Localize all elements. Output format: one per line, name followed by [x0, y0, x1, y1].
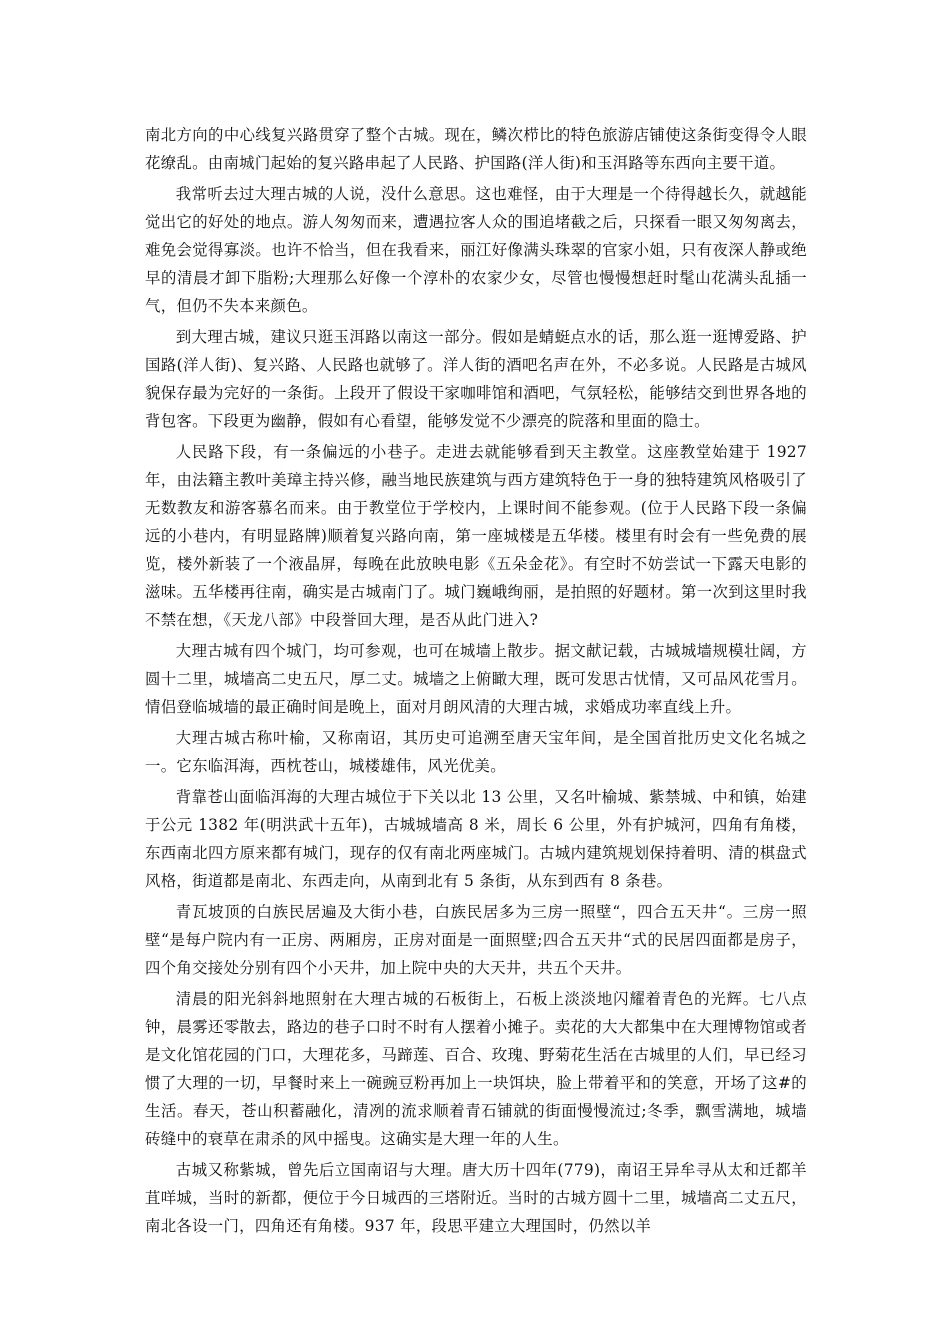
paragraph-10: 古城又称紫城，曾先后立国南诏与大理。唐大历十四年(779)，南诏王异牟寻从太和迁都羊苴咩城，当时的新都，便位于今日城西的三塔附近。当时的古城方圆十二里，城墙高二丈五尺，南北各设一门，四角还有角楼。937 年，段思平建立大理国时，仍然以羊 [145, 1161, 807, 1235]
paragraph-5: 大理古城有四个城门，均可参观，也可在城墙上散步。据文献记载，古城城墙规模壮阔，方圆十二里，城墙高二史五尺，厚二丈。城墙之上俯瞰大理，既可发思古忧情，又可品风花雪月。情侣登临城墙的最正确时间是晚上，面对月朗风清的大理古城，求婚成功率直线上升。 [145, 642, 807, 716]
paragraph-3: 到大理古城，建议只逛玉洱路以南这一部分。假如是蜻蜓点水的话，那么逛一逛博爱路、护国路(洋人街)、复兴路、人民路也就够了。洋人街的酒吧名声在外，不必多说。人民路是古城风貌保存最为完好的一条街。上段开了假设干家咖啡馆和酒吧，气氛轻松，能够结交到世界各地的背包客。下段更为幽静，假如有心看望，能够发觉不少漂亮的院落和里面的隐士。 [145, 328, 807, 430]
paragraph-4: 人民路下段，有一条偏远的小巷子。走进去就能够看到天主教堂。这座教堂始建于 1927 年，由法籍主教叶美璋主持兴修，融当地民族建筑与西方建筑特色于一身的独特建筑风格吸引了无数教友和游客慕名而来。由于教堂位于学校内，上课时间不能参观。(位于人民路下段一条偏远的小巷内，有明显路牌)顺着复兴路向南，第一座城楼是五华楼。楼里有时会有一些免费的展览，楼外新装了一个液晶屏，每晚在此放映电影《五朵金花》。有空时不妨尝试一下露天电影的滋味。五华楼再往南，确实是古城南门了。城门巍峨绚丽，是拍照的好题材。第一次到这里时我不禁在想，《天龙八部》中段誉回大理，是否从此门进入? [145, 443, 807, 629]
paragraph-9: 清晨的阳光斜斜地照射在大理古城的石板街上，石板上淡淡地闪耀着青色的光辉。七八点钟，晨雾还零散去，路边的巷子口时不时有人摆着小摊子。卖花的大大都集中在大理博物馆或者是文化馆花园的门口，大理花多，马蹄莲、百合、玫瑰、野菊花生活在古城里的人们，早已经习惯了大理的一切，早餐时来上一碗豌豆粉再加上一块饵块，脸上带着平和的笑意，开场了这#的生活。春天，苍山积蓄融化，清冽的流求顺着青石铺就的街面慢慢流过;冬季，飘雪满地，城墙砖缝中的衰草在肃杀的风中摇曳。这确实是大理一年的人生。 [145, 990, 807, 1148]
paragraph-2: 我常听去过大理古城的人说，没什么意思。这也难怪，由于大理是一个待得越长久，就越能觉出它的好处的地点。游人匆匆而来，遭遇拉客人众的围追堵截之后，只探看一眼又匆匆离去，难免会觉得寡淡。也许不恰当，但在我看来，丽江好像满头珠翠的官家小姐，只有夜深人静或绝早的清晨才卸下脂粉;大理那么好像一个淳朴的农家少女，尽管也慢慢想赶时髦山花满头乱插一气，但仍不失本来颜色。 [145, 185, 807, 315]
paragraph-8: 青瓦坡顶的白族民居遍及大街小巷，白族民居多为三房一照壁“，四合五天井“。三房一照壁“是每户院内有一正房、两厢房，正房对面是一面照壁;四合五天井“式的民居四面都是房子，四个角交接处分别有四个小天井，加上院中央的大天井，共五个天井。 [145, 903, 807, 977]
paragraph-6: 大理古城古称叶榆，又称南诏，其历史可追溯至唐天宝年间，是全国首批历史文化名城之一。它东临洱海，西枕苍山，城楼雄伟，风光优美。 [145, 729, 807, 775]
paragraph-7: 背靠苍山面临洱海的大理古城位于下关以北 13 公里，又名叶榆城、紫禁城、中和镇，始建于公元 1382 年(明洪武十五年)，古城城墙高 8 米，周长 6 公里，外有护城河，四角有角楼，东西南北四方原来都有城门，现存的仅有南北两座城门。古城内建筑规划保持着明、清的棋盘式风格，街道都是南北、东西走向，从南到北有 5 条街，从东到西有 8 条巷。 [145, 788, 807, 890]
document-body [145, 121, 807, 1243]
paragraph-1: 南北方向的中心线复兴路贯穿了整个古城。现在，鳞次栉比的特色旅游店铺使这条街变得令人眼花缭乱。由南城门起始的复兴路串起了人民路、护国路(洋人街)和玉洱路等东西向主要干道。 [145, 126, 807, 172]
